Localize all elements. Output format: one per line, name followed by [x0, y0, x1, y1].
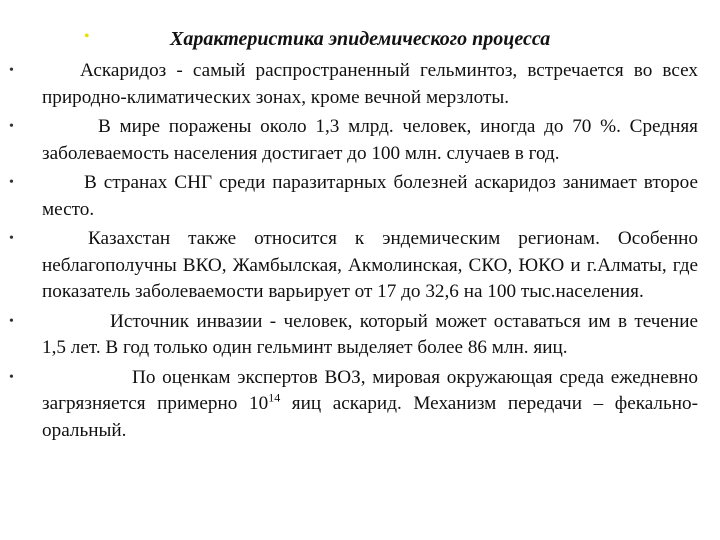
list-item-source	[0, 309, 698, 362]
list-item-world-stats	[0, 114, 698, 167]
list-item-prevalence	[0, 58, 698, 111]
list-item-cis	[0, 170, 698, 223]
superscript-exponent: 14	[268, 390, 281, 405]
list-item-text: Аскаридоз - самый распространенный гельминтоз, встречается во всех природно-климатических зонах, кроме вечной мерзлоты.	[42, 60, 698, 108]
slide-title: Характеристика эпидемического процесса	[170, 28, 551, 50]
title-bullet-icon: •	[84, 28, 90, 45]
bullet-icon: •	[9, 63, 14, 78]
bullet-icon: •	[9, 313, 14, 329]
list-item-text: Казахстан также относится к эндемическим регионам. Особенно неблагополучны ВКО, Жамбылская, Акмолинская, СКО, ЮКО и г.Алматы, где показатель заболеваемости варьирует от 17 до 32,6 на 100 тыс.населения.	[42, 228, 698, 302]
text-before-superscript: По оценкам экспертов ВОЗ, мировая окружающая среда ежедневно загрязняется примерно 10	[42, 366, 698, 414]
list-item-text	[42, 365, 698, 445]
bullet-icon: •	[9, 175, 14, 190]
bullet-icon: •	[9, 119, 14, 134]
bullet-icon: •	[9, 369, 14, 385]
list-item-text: Источник инвазии - человек, который может оставаться им в течение 1,5 лет. В год только один гельминт выделяет более 86 млн. яиц.	[42, 310, 698, 358]
text-after-superscript: яиц аскарид. Механизм передачи – фекально-оральный.	[42, 393, 699, 441]
list-item-kazakhstan	[0, 226, 698, 306]
bullet-icon: •	[9, 231, 14, 246]
list-item-text: В странах СНГ среди паразитарных болезней аскаридоз занимает второе место.	[42, 172, 698, 220]
title-row	[0, 26, 720, 56]
bullet-list	[0, 58, 720, 447]
list-item-text: В мире поражены около 1,3 млрд. человек, иногда до 70 %. Средняя заболеваемость населения достигает до 100 млн. случаев в год.	[42, 116, 698, 164]
list-item-who	[0, 365, 698, 445]
